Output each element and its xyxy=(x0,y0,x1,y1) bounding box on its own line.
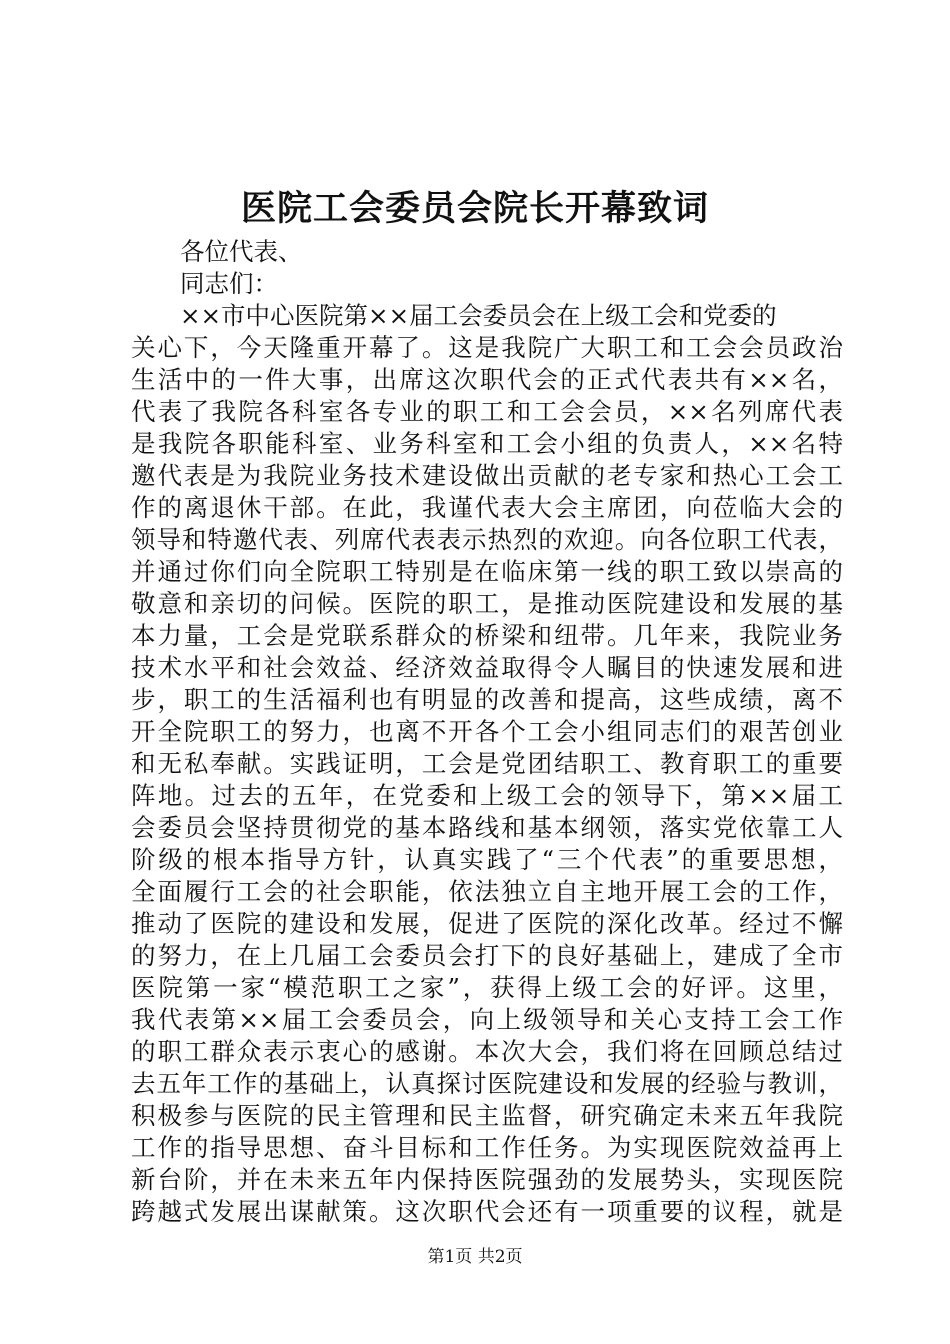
paragraph-line: 推动了医院的建设和发展，促进了医院的深化改革。经过不懈 xyxy=(131,909,843,938)
paragraph-line: 阵地。过去的五年，在党委和上级工会的领导下，第××届工 xyxy=(131,781,843,810)
paragraph-line: 并通过你们向全院职工特别是在临床第一线的职工致以崇高的 xyxy=(131,557,843,586)
paragraph-line: 技术水平和社会效益、经济效益取得令人瞩目的快速发展和进 xyxy=(131,653,843,682)
paragraph-line: 本力量，工会是党联系群众的桥梁和纽带。几年来，我院业务 xyxy=(131,621,843,650)
paragraph-line: 关心下，今天隆重开幕了。这是我院广大职工和工会会员政治 xyxy=(131,333,843,362)
paragraph-line: 生活中的一件大事，出席这次职代会的正式代表共有××名， xyxy=(131,365,843,394)
paragraph-line: 新台阶，并在未来五年内保持医院强劲的发展势头，实现医院 xyxy=(131,1165,843,1194)
salutation-line: 同志们： xyxy=(180,269,278,298)
paragraph-line: 敬意和亲切的问候。医院的职工，是推动医院建设和发展的基 xyxy=(131,589,843,618)
salutation-line: 各位代表、 xyxy=(180,237,303,266)
paragraph-line: ××市中心医院第××届工会委员会在上级工会和党委的 xyxy=(180,301,777,330)
paragraph-line: 邀代表是为我院业务技术建设做出贡献的老专家和热心工会工 xyxy=(131,461,843,490)
paragraph-line: 领导和特邀代表、列席代表表示热烈的欢迎。向各位职工代表， xyxy=(131,525,843,554)
paragraph-line: 我代表第××届工会委员会，向上级领导和关心支持工会工作 xyxy=(131,1005,843,1034)
document-body xyxy=(131,236,843,1228)
page-number-footer: 第1页 共2页 xyxy=(427,1247,523,1267)
paragraph-line: 全面履行工会的社会职能，依法独立自主地开展工会的工作， xyxy=(131,877,843,906)
paragraph-line: 跨越式发展出谋献策。这次职代会还有一项重要的议程，就是 xyxy=(131,1197,843,1226)
paragraph-line: 的努力，在上几届工会委员会打下的良好基础上，建成了全市 xyxy=(131,941,843,970)
document-title: 医院工会委员会院长开幕致词 xyxy=(240,188,709,229)
paragraph-line: 和无私奉献。实践证明，工会是党团结职工、教育职工的重要 xyxy=(131,749,843,778)
paragraph-line: 积极参与医院的民主管理和民主监督，研究确定未来五年我院 xyxy=(131,1101,843,1130)
paragraph-line: 代表了我院各科室各专业的职工和工会会员，××名列席代表 xyxy=(131,397,843,426)
paragraph-line: 开全院职工的努力，也离不开各个工会小组同志们的艰苦创业 xyxy=(131,717,843,746)
paragraph-line: 工作的指导思想、奋斗目标和工作任务。为实现医院效益再上 xyxy=(131,1133,843,1162)
paragraph-line: 阶级的根本指导方针，认真实践了“三个代表”的重要思想， xyxy=(131,845,843,874)
paragraph-line: 作的离退休干部。在此，我谨代表大会主席团，向莅临大会的 xyxy=(131,493,843,522)
paragraph-line: 是我院各职能科室、业务科室和工会小组的负责人，××名特 xyxy=(131,429,843,458)
paragraph-line: 步，职工的生活福利也有明显的改善和提高，这些成绩，离不 xyxy=(131,685,843,714)
paragraph-line: 去五年工作的基础上，认真探讨医院建设和发展的经验与教训， xyxy=(131,1069,843,1098)
paragraph-line: 医院第一家“模范职工之家”，获得上级工会的好评。这里， xyxy=(131,973,843,1002)
paragraph-line: 的职工群众表示衷心的感谢。本次大会，我们将在回顾总结过 xyxy=(131,1037,843,1066)
paragraph-line: 会委员会坚持贯彻党的基本路线和基本纲领，落实党依靠工人 xyxy=(131,813,843,842)
